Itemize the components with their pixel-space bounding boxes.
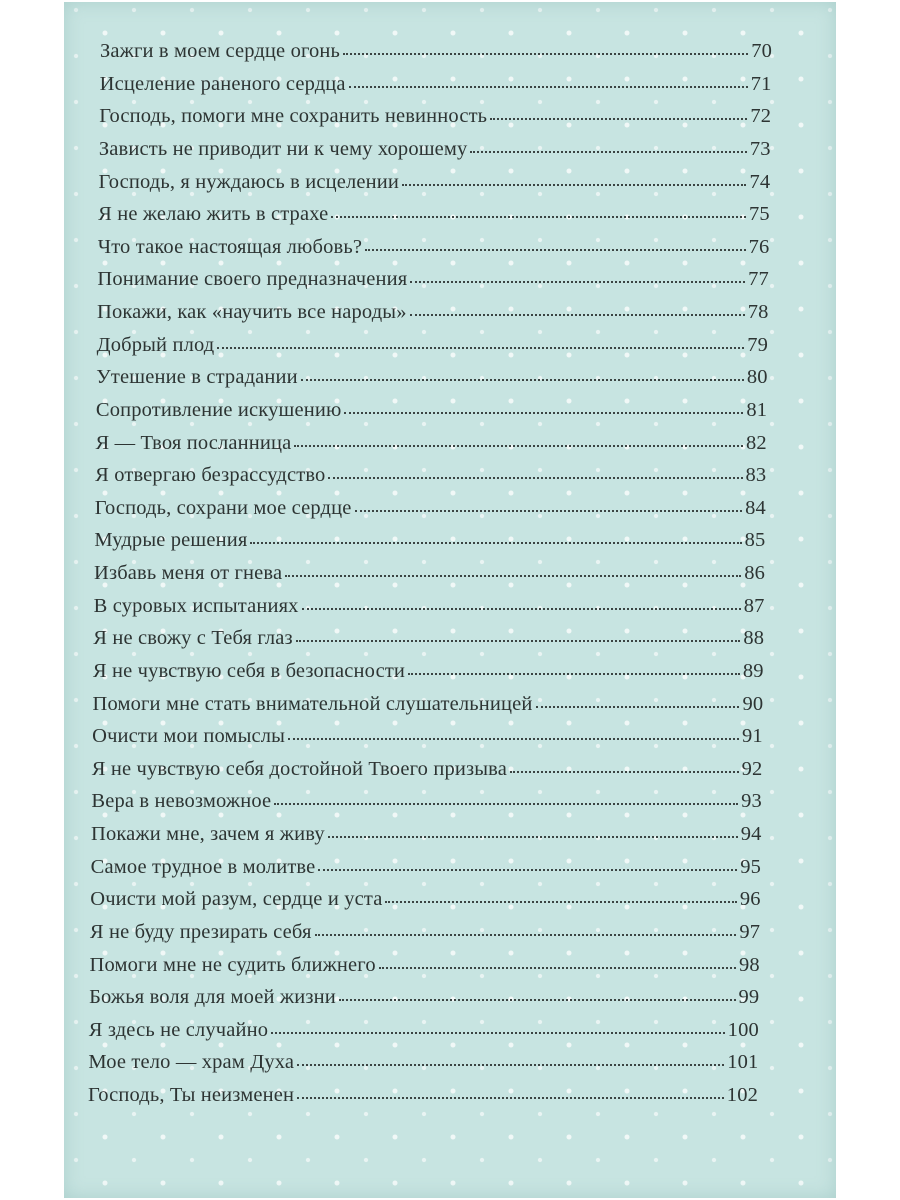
toc-page-number: 90 xyxy=(742,692,764,715)
toc-dot-leader xyxy=(296,640,741,642)
toc-entry-title: Очисти мой разум, сердце и уста xyxy=(90,888,383,911)
toc-dot-leader xyxy=(410,281,745,283)
toc-entry xyxy=(64,529,836,562)
toc-dot-leader xyxy=(490,118,747,120)
toc-dot-leader xyxy=(301,379,744,381)
toc-page-number: 88 xyxy=(743,627,765,650)
toc-entry xyxy=(64,40,836,73)
toc-dot-leader xyxy=(410,314,745,316)
toc-entry xyxy=(64,268,836,301)
toc-entry-title: Божья воля для моей жизни xyxy=(89,986,336,1009)
toc-page-number: 100 xyxy=(727,1018,759,1041)
toc-entry xyxy=(64,823,836,856)
toc-page-number: 93 xyxy=(741,790,762,813)
toc-page-number: 95 xyxy=(740,855,762,878)
toc-page-number: 73 xyxy=(749,137,771,160)
toc-dot-leader xyxy=(408,673,740,675)
toc-page-number: 89 xyxy=(742,659,764,682)
toc-dot-leader xyxy=(470,151,746,153)
toc-entry-title: Я не буду презирать себя xyxy=(89,920,312,943)
toc-entry xyxy=(64,105,836,138)
toc-entry-title: Вера в невозможное xyxy=(91,790,272,813)
toc-entry xyxy=(64,399,836,432)
toc-page-number: 76 xyxy=(748,235,770,258)
toc-page-number: 70 xyxy=(751,40,772,62)
toc-dot-leader xyxy=(385,901,736,903)
toc-entry-title: Помоги мне не судить ближнего xyxy=(89,953,376,976)
toc-entry xyxy=(64,986,836,1019)
toc-entry-title: Самое трудное в молитве xyxy=(90,855,316,878)
toc-entry xyxy=(64,1051,836,1084)
toc-entry xyxy=(64,432,836,465)
toc-dot-leader xyxy=(271,1032,725,1034)
toc-entry xyxy=(64,790,836,823)
toc-entry-title: Добрый плод xyxy=(96,333,215,356)
toc-dot-leader xyxy=(297,1097,724,1099)
toc-page-number: 79 xyxy=(747,333,769,356)
toc-entry xyxy=(64,693,836,726)
toc-entry xyxy=(64,366,836,399)
toc-dot-leader xyxy=(510,771,739,773)
toc-dot-leader xyxy=(250,542,741,544)
toc-page-number: 101 xyxy=(727,1051,759,1074)
toc-entry-title: Исцеление раненого сердца xyxy=(99,72,346,95)
toc-dot-leader xyxy=(274,803,738,805)
toc-page-number: 85 xyxy=(744,529,766,552)
toc-page-number: 97 xyxy=(739,920,761,943)
toc-dot-leader xyxy=(315,934,737,936)
toc-entry xyxy=(64,138,836,171)
toc-entry xyxy=(64,627,836,660)
toc-dot-leader xyxy=(349,86,748,88)
toc-page-number: 91 xyxy=(742,725,763,748)
toc-page-number: 78 xyxy=(747,301,769,323)
toc-page-number: 74 xyxy=(749,170,771,193)
toc-page-number: 82 xyxy=(745,431,767,454)
toc-page-number: 87 xyxy=(743,594,765,617)
toc-entry xyxy=(64,595,836,628)
toc-entry xyxy=(64,660,836,693)
toc-entry xyxy=(64,171,836,204)
toc-dot-leader xyxy=(288,738,739,740)
toc-page-number: 99 xyxy=(738,986,760,1009)
toc-dot-leader xyxy=(339,999,736,1001)
toc-page-number: 96 xyxy=(739,888,761,911)
toc-entry xyxy=(64,464,836,497)
toc-dot-leader xyxy=(379,967,736,969)
toc-entry-title: Зажги в моем сердце огонь xyxy=(100,40,341,62)
toc-entry xyxy=(64,758,836,791)
toc-dot-leader xyxy=(355,510,743,512)
toc-page-number: 86 xyxy=(744,562,765,584)
toc-entry xyxy=(64,334,836,367)
toc-entry xyxy=(64,888,836,921)
toc-entry-title: Зависть не приводит ни к чему хорошему xyxy=(98,137,468,160)
toc-entry-title: В суровых испытаниях xyxy=(93,594,299,617)
toc-entry xyxy=(64,856,836,889)
toc-entry-title: Покажи мне, зачем я живу xyxy=(91,823,325,845)
toc-dot-leader xyxy=(302,608,741,610)
toc-page-number: 72 xyxy=(750,105,772,128)
toc-dot-leader xyxy=(402,184,746,186)
toc-entry-title: Я не свожу с Тебя глаз xyxy=(93,627,293,650)
toc-dot-leader xyxy=(343,53,748,55)
toc-entry xyxy=(64,1084,836,1117)
toc-dot-leader xyxy=(328,836,738,838)
toc-dot-leader xyxy=(536,706,740,708)
toc-dot-leader xyxy=(285,575,741,577)
toc-dot-leader xyxy=(344,412,743,414)
toc-entry-title: Господь, сохрани мое сердце xyxy=(94,496,352,519)
toc-page-number: 83 xyxy=(745,464,767,487)
toc-entry-title: Помоги мне стать внимательной слушательницей xyxy=(92,692,533,715)
toc-entry-title: Господь, я нуждаюсь в исцелении xyxy=(98,170,399,193)
toc-entry-title: Мое тело — храм Духа xyxy=(88,1051,295,1074)
book-page xyxy=(64,2,836,1198)
toc-page-number: 71 xyxy=(750,72,772,95)
toc-entry xyxy=(64,562,836,595)
toc-dot-leader xyxy=(297,1064,724,1066)
toc-dot-leader xyxy=(294,445,743,447)
toc-page-number: 98 xyxy=(738,953,760,976)
toc-entry-title: Я — Твоя посланница xyxy=(95,431,292,454)
toc-entry-title: Понимание своего предназначения xyxy=(97,268,408,291)
toc-entry-title: Я не желаю жить в страхе xyxy=(98,203,329,226)
toc-entry-title: Господь, помоги мне сохранить невинность xyxy=(99,105,488,128)
toc-entry xyxy=(64,497,836,530)
toc-entry xyxy=(64,921,836,954)
toc-dot-leader xyxy=(331,216,746,218)
toc-entry-title: Покажи, как «научить все народы» xyxy=(97,301,407,323)
toc-entry xyxy=(64,203,836,236)
toc-dot-leader xyxy=(365,249,745,251)
toc-page-number: 77 xyxy=(748,268,769,291)
toc-entry xyxy=(64,954,836,987)
toc-entry xyxy=(64,301,836,334)
toc-page-number: 94 xyxy=(740,823,762,845)
toc-page-number: 102 xyxy=(726,1084,758,1106)
toc-entry-title: Я не чувствую себя достойной Твоего призыва xyxy=(91,757,507,780)
toc-entry xyxy=(64,236,836,269)
toc-entry-title: Я не чувствую себя в безопасности xyxy=(92,659,406,682)
toc-entry-title: Очисти мои помыслы xyxy=(92,725,286,748)
toc-entry xyxy=(64,73,836,106)
toc-page-number: 84 xyxy=(745,496,766,519)
toc-dot-leader xyxy=(328,477,742,479)
toc-entry-title: Я здесь не случайно xyxy=(88,1018,269,1041)
toc-entry-title: Господь, Ты неизменен xyxy=(88,1084,295,1106)
table-of-contents xyxy=(64,40,836,1117)
toc-page-number: 81 xyxy=(746,398,768,421)
toc-page-number: 80 xyxy=(746,366,768,389)
toc-entry-title: Я отвергаю безрассудство xyxy=(95,464,326,487)
toc-entry-title: Мудрые решения xyxy=(94,529,248,552)
toc-dot-leader xyxy=(318,869,737,871)
toc-page-number: 92 xyxy=(741,757,763,780)
toc-entry-title: Утешение в страдании xyxy=(96,366,298,389)
toc-entry-title: Избавь меня от гнева xyxy=(94,562,283,584)
toc-entry-title: Сопротивление искушению xyxy=(95,398,342,421)
toc-page-number: 75 xyxy=(749,203,770,226)
toc-entry xyxy=(64,1019,836,1052)
toc-entry xyxy=(64,725,836,758)
toc-entry-title: Что такое настоящая любовь? xyxy=(97,235,363,258)
toc-dot-leader xyxy=(217,347,744,349)
